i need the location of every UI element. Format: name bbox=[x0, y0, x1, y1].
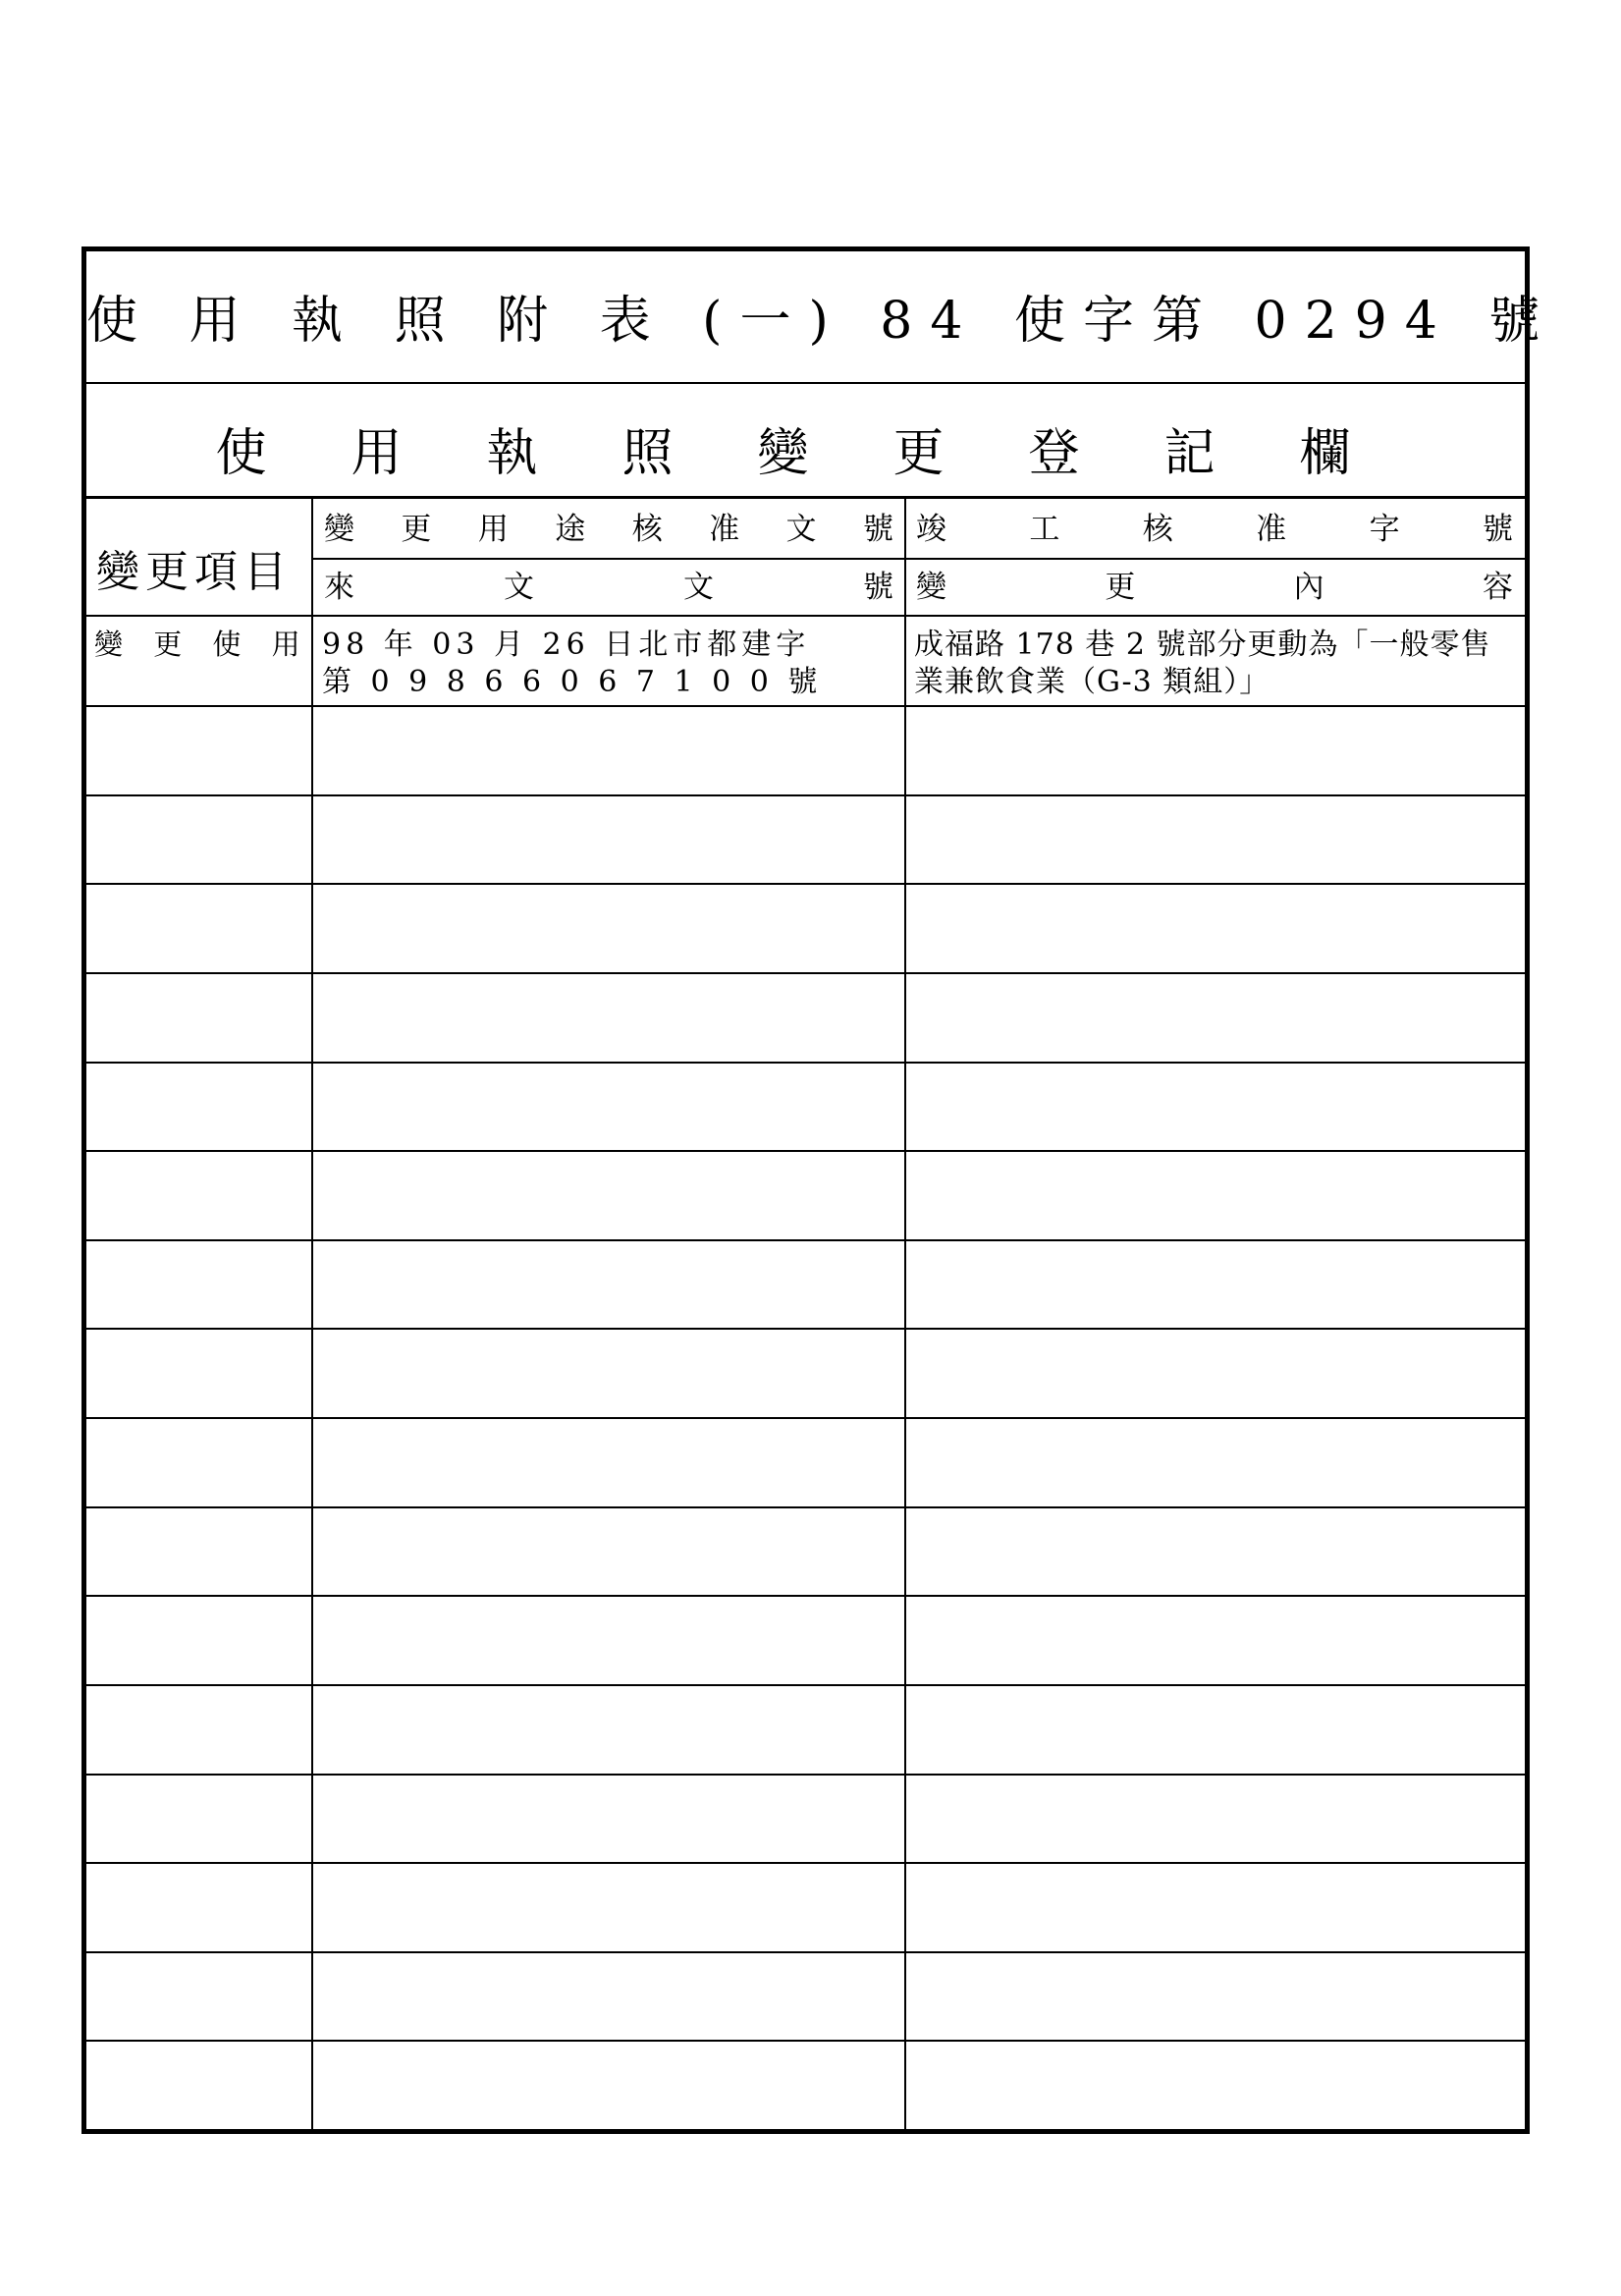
row-line bbox=[86, 1951, 1525, 1953]
entry-content-line1: 成福路 178 巷 2 號部分更動為「一般零售 bbox=[914, 628, 1491, 662]
row-line bbox=[86, 1506, 1525, 1508]
row-line bbox=[86, 972, 1525, 974]
entry-approval-line1: 98 年 03 月 26 日北市都建字 bbox=[322, 628, 811, 662]
form-subtitle: 使用執照變更登記欄 bbox=[215, 424, 1435, 483]
row-line bbox=[86, 1595, 1525, 1597]
row-line bbox=[86, 1150, 1525, 1152]
row-line bbox=[86, 1417, 1525, 1419]
header-incoming-no: 來 文 文 號 bbox=[324, 570, 893, 605]
entry-approval-line2: 第 0 9 8 6 6 0 6 7 1 0 0 號 bbox=[322, 665, 823, 699]
entry-content-line2: 業兼飲食業（G-3 類組）」 bbox=[914, 665, 1270, 699]
row-line bbox=[86, 883, 1525, 885]
header-completion-no: 竣 工 核 准 字 號 bbox=[916, 512, 1513, 547]
row-line bbox=[86, 2040, 1525, 2042]
row-line bbox=[86, 705, 1525, 707]
entry-item: 變 更 使 用 bbox=[94, 628, 311, 661]
row-line bbox=[86, 1062, 1525, 1064]
column-divider-2 bbox=[904, 499, 906, 2129]
column-divider-1 bbox=[311, 499, 313, 2129]
row-line bbox=[86, 1239, 1525, 1241]
form-subtitle-row bbox=[86, 384, 1525, 499]
row-line bbox=[86, 1684, 1525, 1686]
header-change-item: 變更項目 bbox=[96, 547, 293, 597]
row-line bbox=[86, 1862, 1525, 1864]
header-approval-no: 變 更 用 途 核 准 文 號 bbox=[324, 512, 893, 547]
header-bottom-line bbox=[86, 615, 1525, 617]
header-split-line bbox=[313, 558, 1525, 560]
form-title: 使 用 執 照 附 表 (一) 84 使字第 0294 號 bbox=[86, 292, 1558, 351]
row-line bbox=[86, 1328, 1525, 1330]
header-change-content: 變 更 內 容 bbox=[916, 570, 1513, 605]
license-change-form bbox=[81, 246, 1558, 2134]
form-title-row bbox=[86, 251, 1558, 384]
row-line bbox=[86, 1774, 1525, 1776]
row-line bbox=[86, 794, 1525, 796]
